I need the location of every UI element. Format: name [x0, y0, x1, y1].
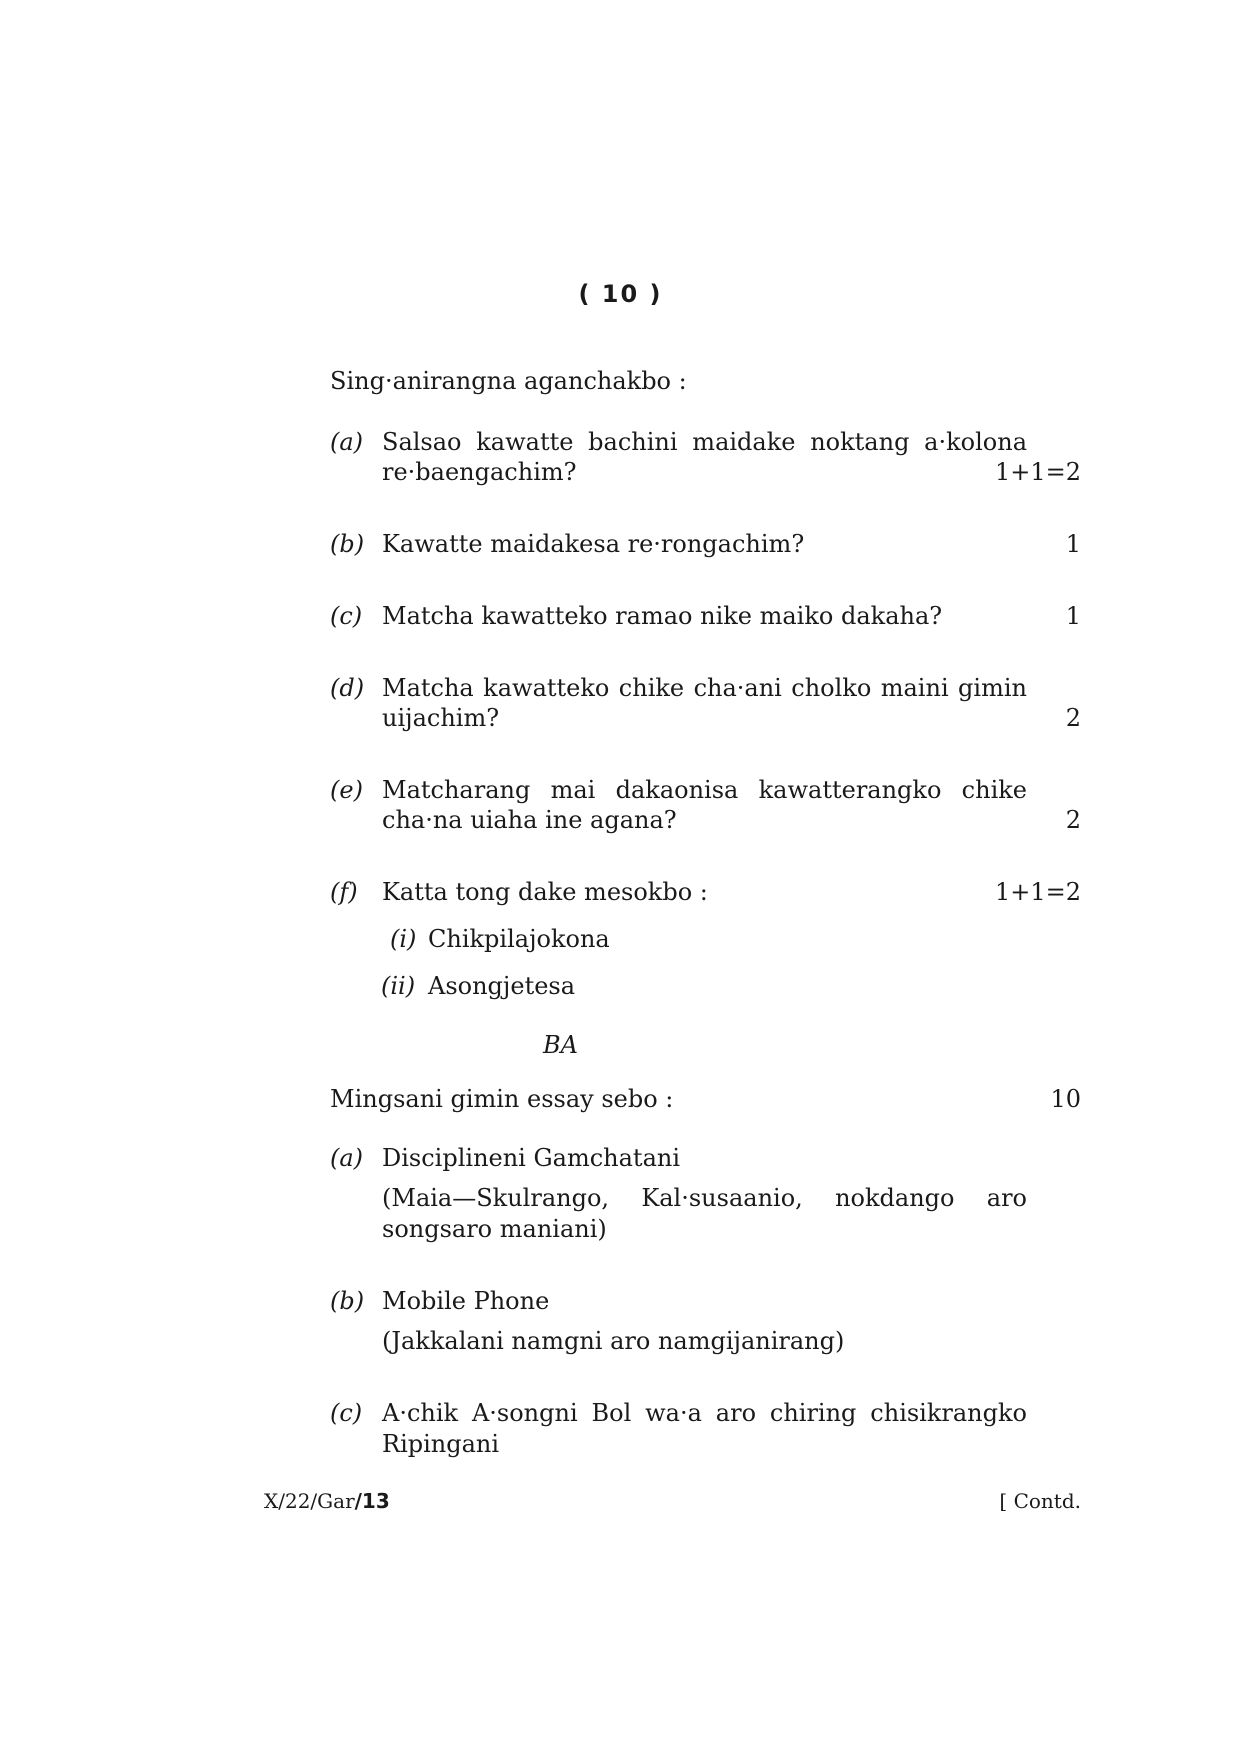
sub-question-ii-text: Asongjetesa — [428, 972, 576, 1000]
essay-label-a: (a) — [330, 1144, 364, 1172]
continued-note: [ Contd. — [999, 1489, 1081, 1513]
question-a-marks: 1+1=2 — [994, 458, 1081, 486]
section-title: BA — [543, 1031, 578, 1059]
question-label-e: (e) — [330, 776, 363, 804]
question-label-c: (c) — [330, 602, 363, 630]
question-d-line1: Matcha kawatteko chike cha·ani cholko maini gimin — [382, 674, 1027, 702]
question-label-d: (d) — [330, 674, 365, 702]
question-c-marks: 1 — [1065, 602, 1081, 630]
paper-code-prefix: X/22/Gar — [264, 1489, 355, 1513]
question-label-a: (a) — [330, 428, 364, 456]
question-f-text: Katta tong dake mesokbo : — [382, 878, 708, 906]
essay-a-hint-line2: songsaro maniani) — [382, 1215, 607, 1243]
paper-code-suffix: /13 — [354, 1489, 390, 1513]
paper-code — [264, 1489, 390, 1513]
question-b-text: Kawatte maidakesa re·rongachim? — [382, 530, 805, 558]
instruction-text: Sing·anirangna aganchakbo : — [330, 367, 687, 395]
question-label-f: (f) — [330, 878, 358, 906]
question-d-marks: 2 — [1065, 704, 1081, 732]
essay-label-b: (b) — [330, 1287, 365, 1315]
essay-a-title: Disciplineni Gamchatani — [382, 1144, 681, 1172]
question-e-line1: Matcharang mai dakaonisa kawatterangko chike — [382, 776, 1027, 804]
question-c-text: Matcha kawatteko ramao nike maiko dakaha? — [382, 602, 943, 630]
question-b-marks: 1 — [1065, 530, 1081, 558]
question-a-line1: Salsao kawatte bachini maidake noktang a·kolona — [382, 428, 1027, 456]
essay-a-hint-line1: (Maia—Skulrango, Kal·susaanio, nokdango aro — [382, 1184, 1027, 1212]
question-f-marks: 1+1=2 — [994, 878, 1081, 906]
sub-question-label-i: (i) — [390, 925, 417, 953]
question-e-marks: 2 — [1065, 806, 1081, 834]
essay-c-title-line1: A·chik A·songni Bol wa·a aro chiring chisikrangko — [382, 1399, 1027, 1427]
essay-b-title: Mobile Phone — [382, 1287, 550, 1315]
question-label-b: (b) — [330, 530, 365, 558]
sub-question-label-ii: (ii) — [381, 972, 416, 1000]
essay-b-hint: (Jakkalani namgni aro namgijanirang) — [382, 1327, 845, 1355]
question-d-line2: uijachim? — [382, 704, 500, 732]
essay-label-c: (c) — [330, 1399, 363, 1427]
essay-instruction: Mingsani gimin essay sebo : — [330, 1085, 674, 1113]
essay-c-title-line2: Ripingani — [382, 1430, 500, 1458]
question-e-line2: cha·na uiaha ine agana? — [382, 806, 677, 834]
sub-question-i-text: Chikpilajokona — [428, 925, 610, 953]
page-number: ( 10 ) — [578, 280, 663, 308]
essay-marks: 10 — [1050, 1085, 1081, 1113]
question-a-line2: re·baengachim? — [382, 458, 577, 486]
